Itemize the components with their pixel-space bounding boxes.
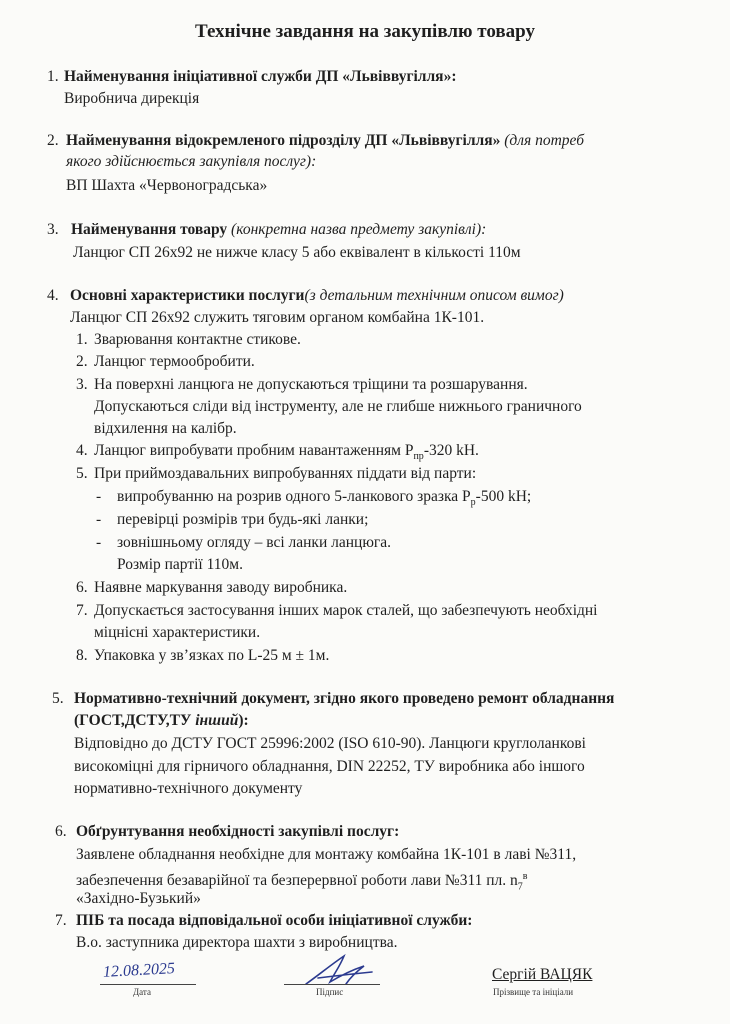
signature-caption: Підпис bbox=[316, 987, 344, 997]
list-item-number: 1. bbox=[76, 331, 88, 348]
section-1-number: 1. bbox=[47, 68, 59, 85]
section-2-number: 2. bbox=[47, 132, 59, 149]
section-6-number: 6. bbox=[55, 823, 67, 840]
dash-bullet: - bbox=[96, 511, 102, 528]
section-4-intro: Ланцюг СП 26х92 служить тяговим органом комбайна 1К-101. bbox=[70, 309, 485, 326]
signer-name: Сергій ВАЦЯК bbox=[492, 966, 593, 983]
section-6-body: Заявлене обладнання необхідне для монтажу комбайна 1К-101 в лаві №311, bbox=[76, 846, 577, 863]
list-item: Упаковка у зв’язках по L-25 м ± 1м. bbox=[94, 647, 330, 664]
section-2-heading-line bbox=[66, 131, 584, 150]
list-item-text: -320 kH. bbox=[423, 442, 479, 459]
list-item-number: 4. bbox=[76, 442, 88, 459]
section-4-heading-line bbox=[70, 286, 564, 305]
section-3-note: (конкретна назва предмету закупівлі): bbox=[231, 221, 487, 238]
subscript: 7 bbox=[517, 881, 523, 893]
subscript: пр bbox=[413, 451, 424, 463]
section-3-heading-line bbox=[71, 220, 486, 239]
dash-item: перевірці розмірів три будь-які ланки; bbox=[117, 511, 369, 528]
section-6-heading: Обґрунтування необхідності закупівлі послуг: bbox=[76, 823, 400, 840]
section-5-body: Відповідно до ДСТУ ГОСТ 25996:2002 (ISO 610-90). Ланцюги круглоланкові bbox=[74, 735, 586, 752]
list-item-text: Ланцюг випробувати пробним навантаженням P bbox=[94, 442, 414, 459]
list-item: Зварювання контактне стикове. bbox=[94, 331, 301, 348]
list-item-cont: міцнісні характеристики. bbox=[94, 624, 261, 641]
dash-bullet: - bbox=[96, 488, 102, 505]
list-item: На поверхні ланцюга не допускаються тріщини та розшарування. bbox=[94, 376, 528, 393]
dash-item-text: -500 kH; bbox=[475, 488, 532, 505]
section-4-note: (з детальним технічним описом вимог) bbox=[304, 287, 564, 304]
section-4-number: 4. bbox=[47, 287, 59, 304]
section-7-heading: ПІБ та посада відповідальної особи ініціативної служби: bbox=[76, 912, 473, 929]
subscript: р bbox=[470, 497, 476, 509]
section-7-body: В.о. заступника директора шахти з виробництва. bbox=[76, 934, 398, 951]
heading-text: (ГОСТ,ДСТУ,ТУ bbox=[74, 712, 196, 729]
section-5-body: високоміцні для гірничого обладнання, DIN 22252, ТУ виробника або іншого bbox=[74, 758, 585, 775]
list-item-number: 7. bbox=[76, 602, 88, 619]
list-item bbox=[94, 441, 479, 466]
batch-size: Розмір партії 110м. bbox=[117, 556, 243, 573]
section-4-heading: Основні характеристики послуги bbox=[70, 287, 305, 304]
section-5-body: нормативно-технічного документу bbox=[74, 780, 303, 797]
list-item-number: 6. bbox=[76, 579, 88, 596]
section-2-body: ВП Шахта «Червоноградська» bbox=[66, 177, 268, 194]
section-2-note: (для потреб bbox=[504, 132, 584, 149]
section-3-body: Ланцюг СП 26х92 не нижче класу 5 або еквівалент в кількості 110м bbox=[73, 244, 521, 261]
list-item: Ланцюг термообробити. bbox=[94, 353, 255, 370]
list-item: При приймоздавальних випробуваннях піддати від парти: bbox=[94, 465, 477, 482]
section-5-number: 5. bbox=[52, 690, 64, 707]
list-item-number: 2. bbox=[76, 353, 88, 370]
section-1-heading: Найменування ініціативної служби ДП «Львіввугілля»: bbox=[64, 68, 457, 85]
section-2-note-cont: якого здійснюється закупівля послуг): bbox=[66, 153, 317, 170]
list-item-cont: Допускаються сліди від інструменту, але не глибше нижнього граничного bbox=[94, 398, 582, 415]
dash-bullet: - bbox=[96, 534, 102, 551]
dash-item: зовнішньому огляду – всі ланки ланцюга. bbox=[117, 534, 392, 551]
document-title: Технічне завдання на закупівлю товару bbox=[195, 21, 535, 42]
signature-line bbox=[284, 984, 380, 985]
superscript: в bbox=[522, 871, 528, 882]
heading-text: ): bbox=[238, 712, 249, 729]
heading-emphasis: інший bbox=[195, 712, 239, 729]
list-item-number: 5. bbox=[76, 465, 88, 482]
list-item: Наявне маркування заводу виробника. bbox=[94, 579, 348, 596]
date-caption: Дата bbox=[133, 987, 151, 997]
section-6-body: «Західно-Бузький» bbox=[76, 890, 201, 907]
list-item: Допускається застосування інших марок сталей, що забезпечують необхідні bbox=[94, 602, 598, 619]
section-3-number: 3. bbox=[47, 221, 59, 238]
section-5-heading: Нормативно-технічний документ, згідно якого проведено ремонт обладнання bbox=[74, 690, 615, 707]
section-5-heading-cont bbox=[74, 711, 249, 730]
list-item-cont: відхилення на калібр. bbox=[94, 420, 237, 437]
date-line bbox=[100, 984, 196, 985]
handwritten-date: 12.08.2025 bbox=[102, 960, 176, 981]
section-7-number: 7. bbox=[55, 912, 67, 929]
section-1-body: Виробнича дирекція bbox=[64, 90, 200, 107]
dash-item-text: випробуванню на розрив одного 5-ланкового зразка P bbox=[117, 488, 471, 505]
list-item-number: 3. bbox=[76, 376, 88, 393]
name-caption: Прізвище та ініціали bbox=[493, 987, 574, 997]
body-text: забезпечення безаварійної та безперервної роботи лави №311 пл. n bbox=[76, 872, 518, 890]
list-item-number: 8. bbox=[76, 647, 88, 664]
section-3-heading: Найменування товару bbox=[71, 221, 228, 238]
dash-item bbox=[117, 487, 531, 512]
section-2-heading: Найменування відокремленого підрозділу ДП «Львіввугілля» bbox=[66, 132, 501, 149]
